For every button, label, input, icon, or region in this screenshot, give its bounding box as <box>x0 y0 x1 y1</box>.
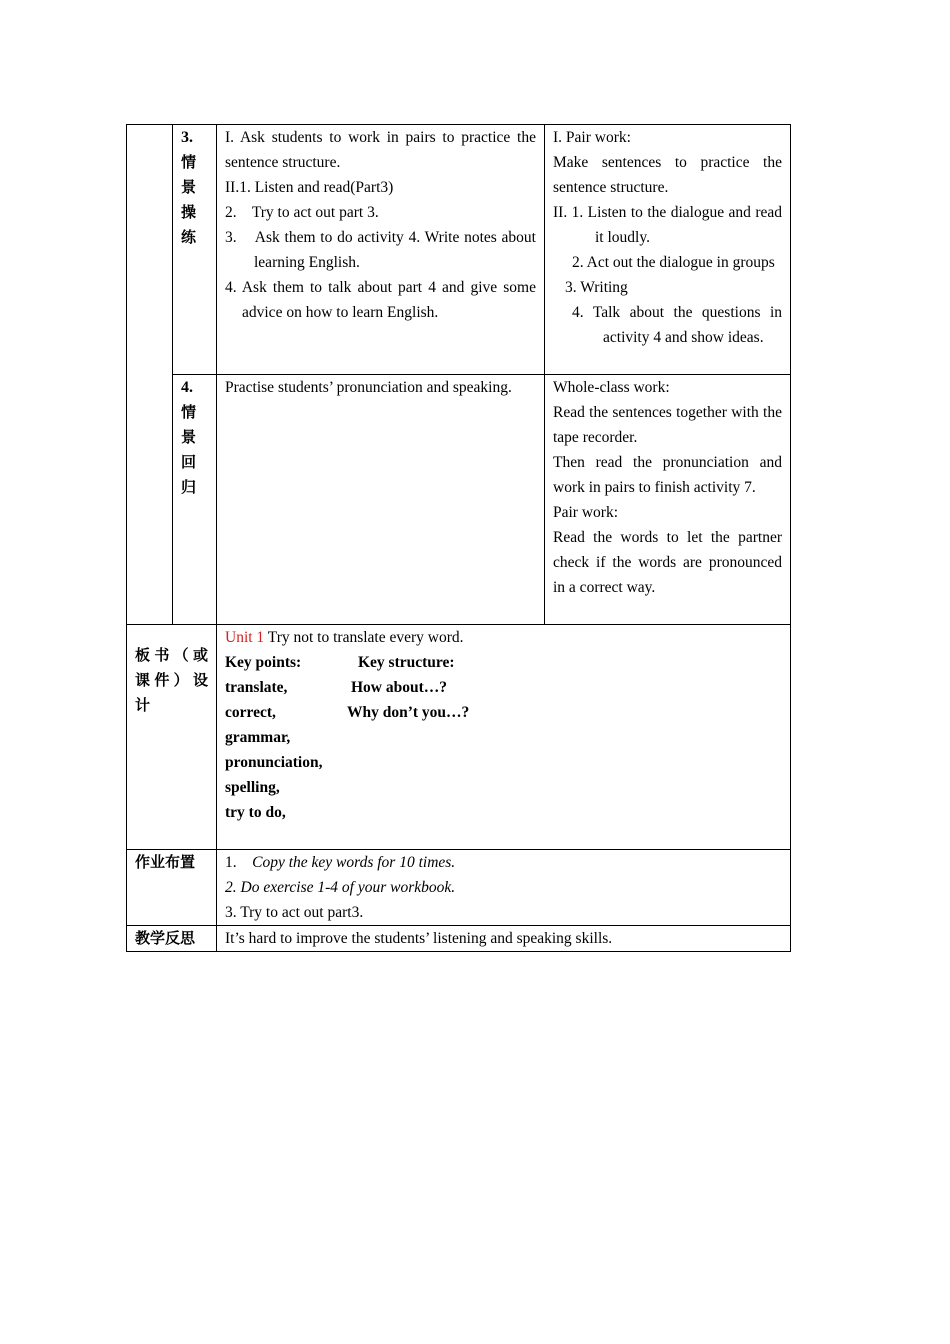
step-column-cell <box>127 125 173 625</box>
board-title: Unit 1 Try not to translate every word. <box>225 629 464 646</box>
stage-4-student-activity: Whole-class work: Read the sentences together with the tape recorder. Then read the pronunciation and work in pairs to finish activity 7. Pair work: Read the words to let the partner check if the words are pronounced in a correct way. <box>545 375 791 625</box>
reflection-content: It’s hard to improve the students’ listening and speaking skills. <box>217 926 791 952</box>
stage-3-teacher-activity: I. Ask students to work in pairs to practice the sentence structure. II.1. Listen and read(Part3) 2. Try to act out part 3. 3. Ask them to do activity 4. Write notes about learning English. 4. Ask them to talk about part 4 and give some advice on how to learn English. <box>217 125 545 375</box>
stage-4-label: 4. 情 景 回 归 <box>173 375 217 625</box>
board-design-content: Unit 1 Try not to translate every word. Key points: Key structure: translate, How about…? correct, Why don’t you…? grammar, pronunciation, spelling, try to do, <box>217 625 791 850</box>
homework-item: 2. Do exercise 1-4 of your workbook. <box>225 879 456 896</box>
lesson-plan-table <box>126 124 791 952</box>
stage-3-row <box>127 125 791 375</box>
stage-3-student-activity: I. Pair work: Make sentences to practice the sentence structure. II. 1. Listen to the dialogue and read it loudly. 2. Act out the dialogue in groups 3. Writing 4. Talk about the questions in activity 4 and show ideas. <box>545 125 791 375</box>
reflection-label: 教学反思 <box>127 926 217 952</box>
homework-label: 作业布置 <box>127 850 217 926</box>
homework-row <box>127 850 791 926</box>
stage-3-label: 3. 情 景 操 练 <box>173 125 217 375</box>
homework-content <box>217 850 791 926</box>
stage-4-row <box>127 375 791 625</box>
reflection-row <box>127 926 791 952</box>
homework-item: 3. Try to act out part3. <box>225 904 364 921</box>
stage-4-teacher-activity: Practise students’ pronunciation and speaking. <box>217 375 545 625</box>
lesson-plan-page <box>126 124 790 952</box>
homework-item: 1. Copy the key words for 10 times. <box>225 854 456 871</box>
board-design-row <box>127 625 791 850</box>
board-design-label: 板书（或课件）设计 <box>127 625 217 850</box>
